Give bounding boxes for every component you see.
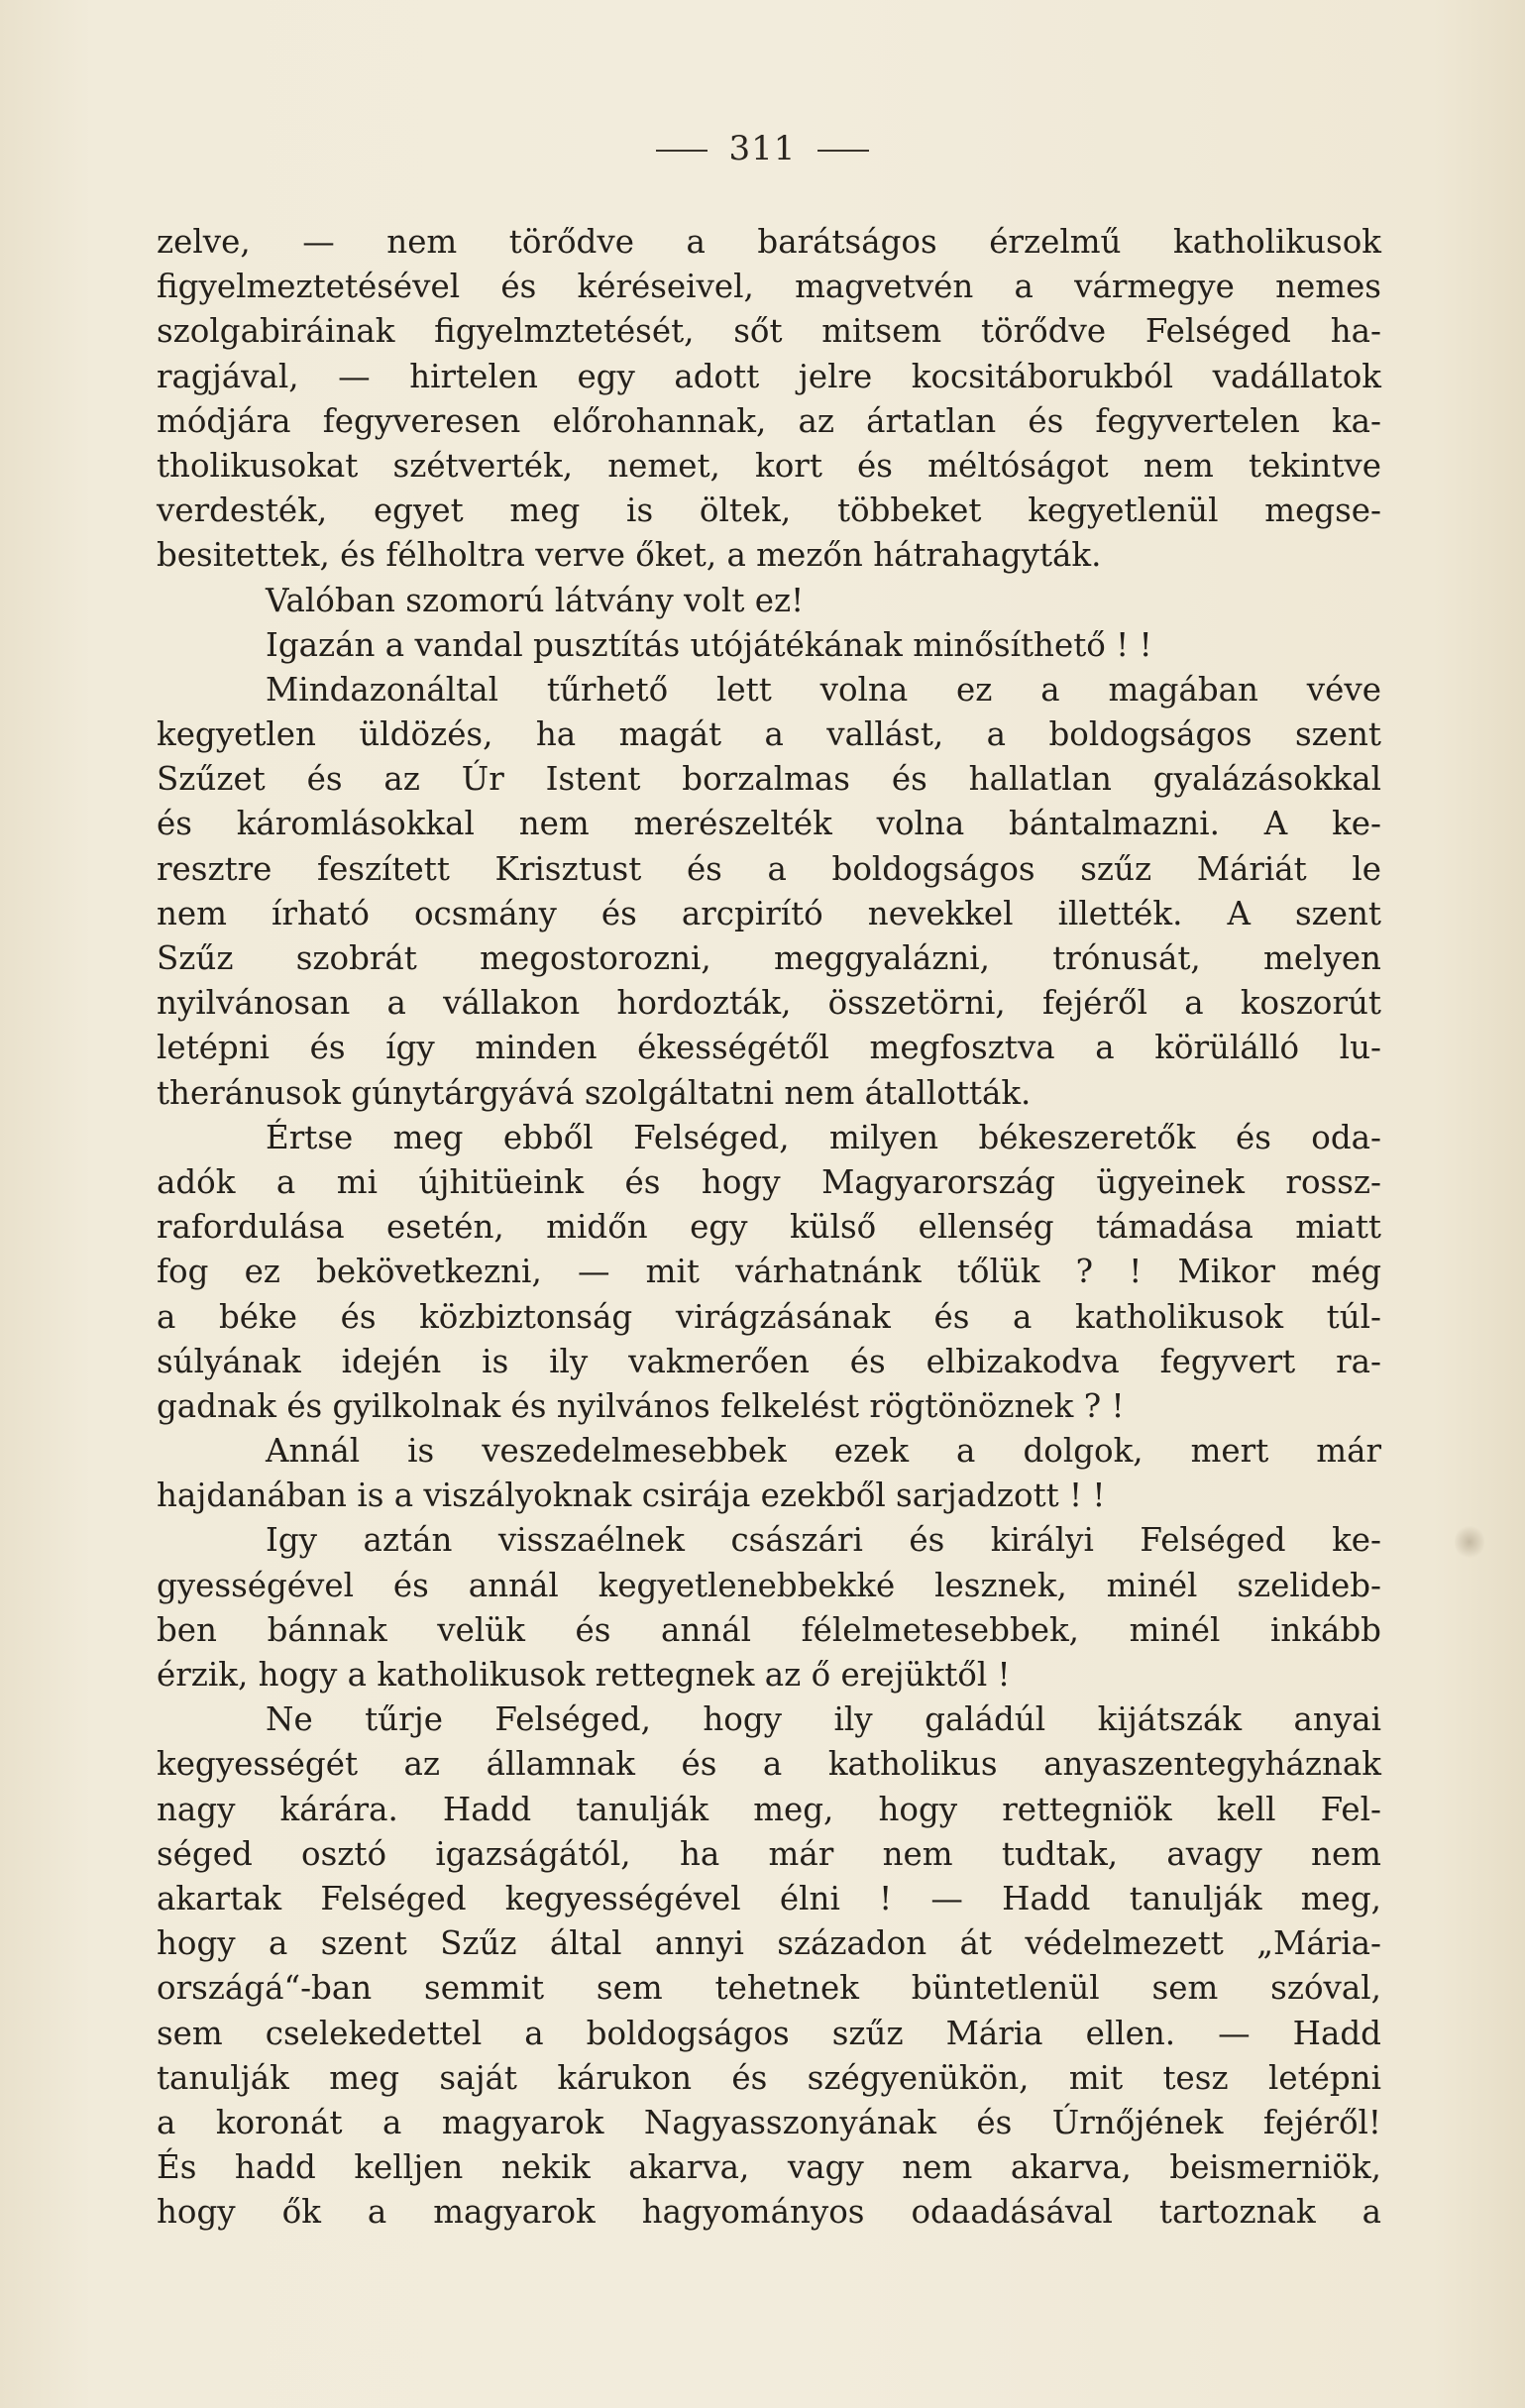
text-line: figyelmeztetésével és kéréseivel, magvetvén a vármegye nemes (157, 268, 1381, 306)
text-line: és káromlásokkal nem merészelték volna bántalmazni. A ke- (157, 805, 1381, 843)
text-line: sem cselekedettel a boldogságos szűz Mária ellen. — Hadd (157, 2014, 1381, 2052)
text-line: a koronát a magyarok Nagyasszonyának és Úrnőjének fejéről! (157, 2103, 1381, 2141)
text-line: resztre feszített Krisztust és a boldogságos szűz Máriát le (157, 849, 1381, 888)
text-line: Szűzet és az Úr Istent borzalmas és hallatlan gyalázásokkal (157, 760, 1381, 799)
text-line: kegyetlen üldözés, ha magát a vallást, a boldogságos szent (157, 715, 1381, 754)
text-line: módjára fegyveresen előrohannak, az ártatlan és fegyvertelen ka- (157, 401, 1381, 440)
page-number (0, 129, 1525, 168)
text-line: tanulják meg saját kárukon és szégyenükön, mit tesz letépni (157, 2058, 1381, 2097)
text-line: theránusok gúnytárgyává szolgáltatni nem átallották. (157, 1073, 1032, 1112)
text-line: nagy kárára. Hadd tanulják meg, hogy rettegniök kell Fel- (157, 1790, 1381, 1828)
text-line: ben bánnak velük és annál félelmetesebbek, minél inkább (157, 1610, 1381, 1649)
text-line: súlyának idején is ily vakmerően és elbizakodva fegyvert ra- (157, 1342, 1381, 1380)
text-line: nyilvánosan a vállakon hordozták, összetörni, fejéről a koszorút (157, 984, 1381, 1023)
text-line: ragjával, — hirtelen egy adott jelre kocsitáborukból vadállatok (157, 357, 1381, 395)
text-line: adók a mi újhitüeink és hogy Magyarország ügyeinek rossz- (157, 1162, 1381, 1201)
text-line: zelve, — nem törődve a barátságos érzelmű katholikusok (157, 223, 1381, 261)
text-line: Igy aztán visszaélnek császári és királyi Felséged ke- (266, 1521, 1381, 1560)
page-number-right-dash (817, 150, 869, 152)
text-line: És hadd kelljen nekik akarva, vagy nem akarva, beismerniök, (157, 2148, 1381, 2187)
text-line: hogy ők a magyarok hagyományos odaadásával tartoznak a (157, 2193, 1381, 2232)
text-line: nem írható ocsmány és arcpirító nevekkel illették. A szent (157, 894, 1381, 932)
body-text (157, 220, 1381, 2235)
text-line: verdesték, egyet meg is öltek, többeket kegyetlenül megse- (157, 492, 1381, 530)
text-line: a béke és közbiztonság virágzásának és a katholikusok túl- (157, 1297, 1381, 1336)
text-line: hajdanában is a viszályoknak csirája ezekből sarjadzott ! ! (157, 1477, 1106, 1515)
text-line: Értse meg ebből Felséged, milyen békeszeretők és oda- (266, 1118, 1381, 1156)
page-number-left-dash (656, 150, 708, 152)
text-line: gadnak és gyilkolnak és nyilvános felkelést rögtönöznek ? ! (157, 1386, 1125, 1425)
text-line: tholikusokat szétverték, nemet, kort és méltóságot nem tekintve (157, 446, 1381, 485)
text-line: letépni és így minden ékességétől megfosztva a körülálló lu- (157, 1029, 1381, 1067)
text-line: Igazán a vandal pusztítás utójátékának minősíthető ! ! (266, 625, 1152, 664)
text-line: Mindazonáltal tűrhető lett volna ez a magában véve (266, 670, 1381, 709)
text-line: szolgabiráinak figyelmztetését, sőt mitsem törődve Felséged ha- (157, 312, 1381, 351)
text-line: érzik, hogy a katholikusok rettegnek az ő erejüktől ! (157, 1656, 1011, 1694)
text-line: Valóban szomorú látvány volt ez! (266, 581, 805, 619)
text-line: besitettek, és félholtra verve őket, a mezőn hátrahagyták. (157, 536, 1102, 575)
text-line: Ne tűrje Felséged, hogy ily galádúl kijátszák anyai (266, 1700, 1381, 1739)
paper-stain (1455, 1524, 1484, 1560)
text-line: akartak Felséged kegyességével élni ! — Hadd tanulják meg, (157, 1879, 1381, 1917)
text-line: séged osztó igazságától, ha már nem tudtak, avagy nem (157, 1834, 1381, 1873)
text-line: rafordulása esetén, midőn egy külső ellenség támadása miatt (157, 1208, 1381, 1247)
page-number-value: 311 (728, 129, 797, 168)
text-line: országá“-ban semmit sem tehetnek büntetlenül sem szóval, (157, 1969, 1381, 2008)
text-line: Szűz szobrát megostorozni, meggyalázni, trónusát, melyen (157, 939, 1381, 977)
text-line: kegyességét az államnak és a katholikus anyaszentegyháznak (157, 1745, 1381, 1784)
text-line: Annál is veszedelmesebbek ezek a dolgok, mert már (266, 1432, 1381, 1471)
text-line: gyességével és annál kegyetlenebbekké lesznek, minél szelideb- (157, 1566, 1381, 1604)
text-line: hogy a szent Szűz által annyi századon át védelmezett „Mária- (157, 1924, 1381, 1963)
text-line: fog ez bekövetkezni, — mit várhatnánk tőlük ? ! Mikor még (157, 1253, 1381, 1291)
